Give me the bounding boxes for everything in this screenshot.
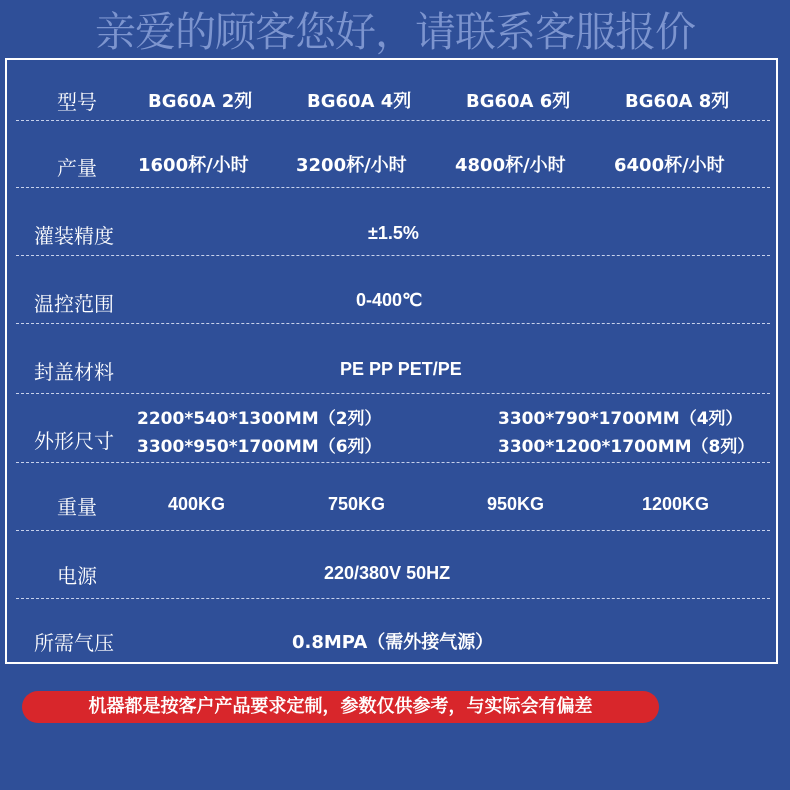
output-2: 1600杯/小时 <box>138 155 249 176</box>
size-label: 外形尺寸 <box>34 429 114 453</box>
disclaimer-note: 机器都是按客户产品要求定制，参数仅供参考，与实际会有偏差 <box>22 691 659 723</box>
output-4: 3200杯/小时 <box>296 155 407 176</box>
row-divider <box>16 323 770 324</box>
size-6: 3300*950*1700MM（6列） <box>137 437 382 457</box>
row-divider <box>16 187 770 188</box>
seal-value: PE PP PET/PE <box>340 359 462 379</box>
seal-label: 封盖材料 <box>34 360 114 384</box>
output-label: 产量 <box>57 156 97 180</box>
model-label: 型号 <box>57 90 97 114</box>
model-8: BG60A 8列 <box>625 91 730 112</box>
row-divider <box>16 598 770 599</box>
model-4: BG60A 4列 <box>307 91 412 112</box>
air-label: 所需气压 <box>34 631 114 655</box>
accuracy-value: ±1.5% <box>368 223 419 243</box>
contact-banner: 亲爱的顾客您好，请联系客服报价 <box>95 8 695 56</box>
power-value: 220/380V 50HZ <box>324 563 451 583</box>
weight-2: 400KG <box>168 494 226 514</box>
row-divider <box>16 255 770 256</box>
weight-8: 1200KG <box>642 494 710 514</box>
weight-label: 重量 <box>57 495 97 519</box>
temp-value: 0-400℃ <box>356 290 423 310</box>
air-value: 0.8MPA（需外接气源） <box>292 632 494 653</box>
weight-6: 950KG <box>487 494 545 514</box>
output-6: 4800杯/小时 <box>455 155 566 176</box>
temp-label: 温控范围 <box>34 292 114 316</box>
accuracy-label: 灌装精度 <box>34 224 114 248</box>
size-8: 3300*1200*1700MM（8列） <box>498 437 755 457</box>
row-divider <box>16 120 770 121</box>
output-8: 6400杯/小时 <box>614 155 725 176</box>
model-6: BG60A 6列 <box>466 91 571 112</box>
weight-4: 750KG <box>328 494 386 514</box>
row-divider <box>16 530 770 531</box>
size-4: 3300*790*1700MM（4列） <box>498 409 743 429</box>
size-2: 2200*540*1300MM（2列） <box>137 409 382 429</box>
row-divider <box>16 462 770 463</box>
power-label: 电源 <box>57 564 97 588</box>
model-2: BG60A 2列 <box>148 91 253 112</box>
row-divider <box>16 393 770 394</box>
